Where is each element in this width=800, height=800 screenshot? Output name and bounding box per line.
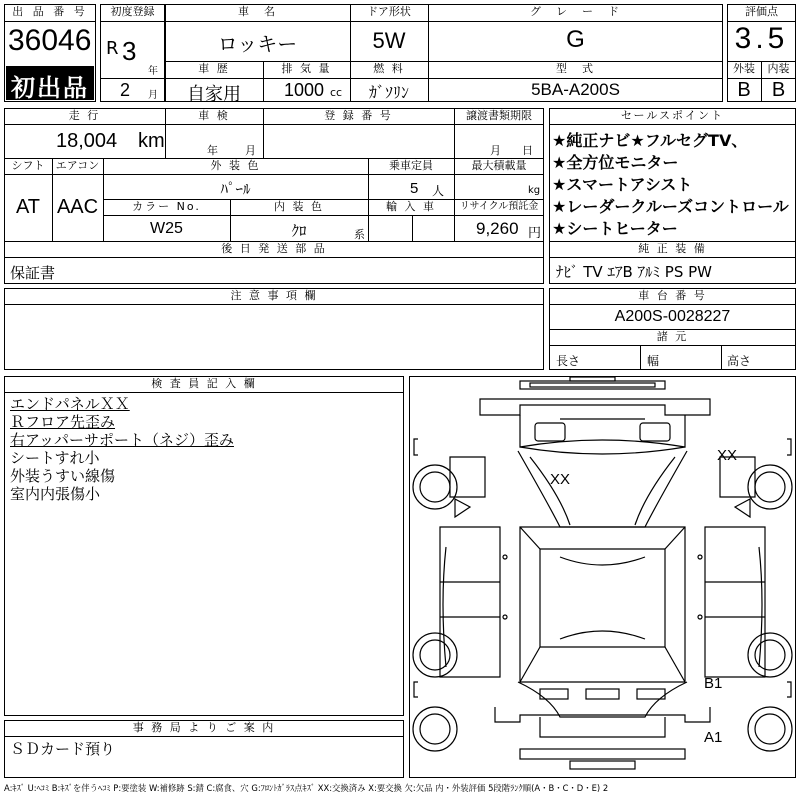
model-code-label: 型 式 xyxy=(556,62,595,75)
transfer-day-unit: 日 xyxy=(522,144,533,157)
mileage-unit: km xyxy=(138,130,165,152)
aircon: AAC xyxy=(56,196,99,218)
fuel-label: 燃 料 xyxy=(373,62,405,75)
inspection-month-unit: 月 xyxy=(245,144,256,157)
sales-point-item: ★シートヒーター xyxy=(552,219,678,238)
inspector-note: 外装うすい線傷 xyxy=(10,467,116,485)
reg-month: 2 xyxy=(120,80,131,100)
damage-mark: A1 xyxy=(704,729,723,746)
interior-color-unit: 系 xyxy=(354,228,365,241)
recycle-unit: 円 xyxy=(528,226,542,241)
inspector-note: Ｒフロア先歪み xyxy=(10,413,116,431)
legend: A:ｷｽﾞ U:ﾍｺﾐ B:ｷｽﾞを伴うﾍｺﾐ P:要塗装 W:補修跡 S:錆 C:腐食、穴 G:ﾌﾛﾝﾄｶﾞﾗｽ点ｷｽﾞ XX:交換済み X:要交換 欠:欠品 内・外装評価 5段階ﾗﾝｸ順(A・B・C・D・E) 2 xyxy=(4,783,609,793)
inspector-note: エンドパネルＸＸ xyxy=(10,395,130,413)
era: R xyxy=(106,38,119,59)
recycle-label: リサイクル預託金 xyxy=(459,201,539,212)
car-name-label: 車 名 xyxy=(238,5,277,18)
displacement: 1000 xyxy=(284,80,325,100)
grade-label: グ レ ー ド xyxy=(530,5,621,18)
recycle-amount: 9,260 xyxy=(476,219,519,238)
first-registration-label: 初度登録 xyxy=(110,5,155,18)
transfer-month-unit: 月 xyxy=(490,144,501,157)
damage-mark: XX xyxy=(550,471,571,488)
width-label: 幅 xyxy=(647,354,660,368)
genuine-equipment-label: 純 正 装 備 xyxy=(638,242,707,255)
car-outline-icon xyxy=(410,377,795,777)
color-number: W25 xyxy=(150,220,183,237)
chassis-number-label: 車 台 番 号 xyxy=(638,289,707,302)
sales-point-item: ★レーダークルーズコントロール xyxy=(552,197,789,216)
reg-year: 3 xyxy=(122,36,137,66)
damage-mark: B1 xyxy=(704,675,723,692)
score-label: 評価点 xyxy=(745,5,778,18)
displacement-unit: cc xyxy=(330,86,343,99)
height-label: 高さ xyxy=(727,354,752,368)
interior-color-label: 内 装 色 xyxy=(274,200,324,213)
capacity-unit: 人 xyxy=(432,184,445,198)
shift-label: シフト xyxy=(11,159,45,172)
car-name: ロッキー xyxy=(217,32,298,56)
sales-point-item: ★純正ナビ★フルセグTV、 xyxy=(552,131,748,150)
length-label: 長さ xyxy=(556,354,581,368)
fuel: ｶﾞｿﾘﾝ xyxy=(368,83,409,102)
car-diagram xyxy=(409,376,796,778)
inspector-label: 検 査 員 記 入 欄 xyxy=(151,377,257,390)
sales-point-item: ★スマートアシスト xyxy=(552,175,693,194)
notes-label: 注 意 事 項 欄 xyxy=(230,289,318,302)
history: 自家用 xyxy=(187,84,241,105)
exterior-color: ﾊﾟｰﾙ xyxy=(220,180,251,198)
transfer-deadline-label: 譲渡書類期限 xyxy=(466,109,532,122)
listing-number-label: 出 品 番 号 xyxy=(12,5,88,18)
door-type: 5W xyxy=(372,28,406,53)
model-code: 5BA-A200S xyxy=(531,80,620,99)
capacity-label: 乗車定員 xyxy=(389,159,433,172)
mileage: 18,004 xyxy=(56,130,118,152)
chassis-number: A200S-0028227 xyxy=(614,308,731,325)
mileage-label: 走 行 xyxy=(68,109,101,122)
exterior-color-label: 外 装 色 xyxy=(210,159,261,172)
office-label: 事 務 局 よ り ご 案 内 xyxy=(132,721,276,734)
registration-number-label: 登 録 番 号 xyxy=(324,109,393,122)
interior-grade: B xyxy=(771,79,786,101)
displacement-label: 排 気 量 xyxy=(281,62,332,75)
inspection-year-unit: 年 xyxy=(207,144,218,157)
genuine-equipment: ﾅﾋﾞ TV ｴｱB ｱﾙﾐ PS PW xyxy=(556,263,712,281)
max-load-label: 最大積載量 xyxy=(471,159,527,172)
exterior-grade-label: 外装 xyxy=(733,62,755,75)
later-parts: 保証書 xyxy=(10,264,56,282)
score: 3.5 xyxy=(734,22,789,55)
year-unit: 年 xyxy=(148,66,158,77)
inspection-label: 車 検 xyxy=(198,109,230,122)
capacity: 5 xyxy=(410,180,419,197)
shift: AT xyxy=(15,196,41,218)
exterior-grade: B xyxy=(737,79,751,101)
history-label: 車 歴 xyxy=(198,62,230,75)
color-number-label: カラー No. xyxy=(132,200,201,213)
grade: G xyxy=(566,26,585,53)
interior-color: ｸﾛ xyxy=(291,222,307,240)
door-label: ドア形状 xyxy=(367,5,411,18)
first-listing-badge-text: 初出品 xyxy=(11,74,89,102)
inspector-note: シートすれ小 xyxy=(10,449,100,467)
dimensions-label: 諸 元 xyxy=(656,330,689,343)
aircon-label: エアコン xyxy=(55,159,100,172)
damage-mark: XX xyxy=(717,447,738,464)
later-parts-label: 後 日 発 送 部 品 xyxy=(221,242,327,255)
inspector-note: 室内内張傷小 xyxy=(10,485,101,503)
import-label: 輸 入 車 xyxy=(386,200,436,213)
sales-points-label: セールスポイント xyxy=(620,109,724,122)
listing-number: 36046 xyxy=(8,24,92,57)
inspector-note: 右アッパーサポート（ネジ）歪み xyxy=(10,431,234,449)
max-load-unit: kg xyxy=(528,185,541,196)
office-note: ＳＤカード預り xyxy=(10,740,116,758)
month-unit: 月 xyxy=(148,90,158,101)
interior-grade-label: 内装 xyxy=(767,62,790,75)
sales-point-item: ★全方位モニター xyxy=(552,153,679,172)
